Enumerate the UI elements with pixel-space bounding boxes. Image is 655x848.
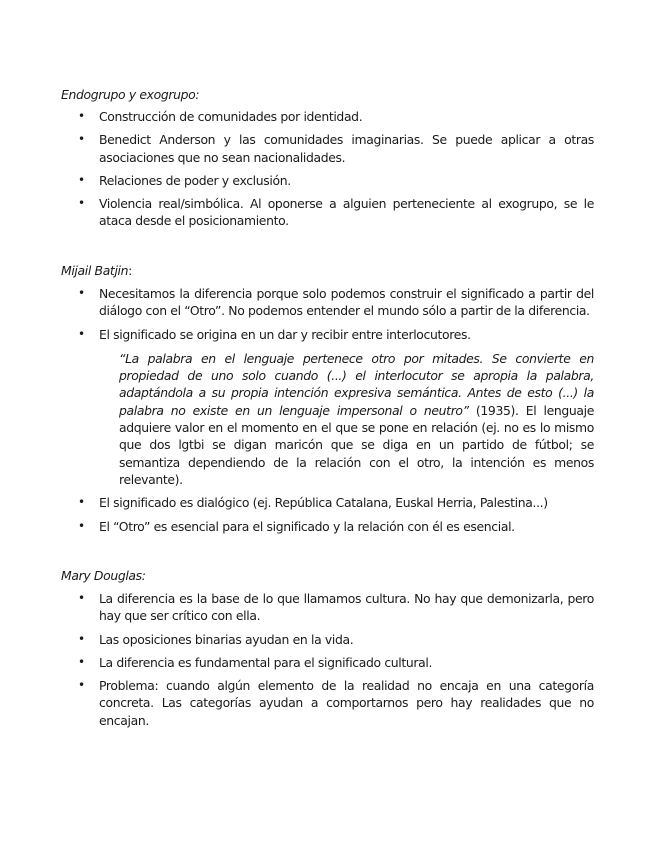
section-heading: Mijail Batjin: bbox=[61, 263, 132, 278]
section-batjin bbox=[61, 262, 594, 535]
list-item: • Necesitamos la diferencia porque solo podemos construir el significado a partir del diálogo con el “Otro”. No podemos entender el mundo sólo a partir de la diferencia. bbox=[78, 286, 594, 319]
section-endogrupo bbox=[61, 86, 594, 230]
list-item: • Construcción de comunidades por identidad. bbox=[78, 109, 363, 124]
list-item: • El “Otro” es esencial para el significado y la relación con él es esencial. bbox=[78, 518, 515, 534]
list-item: • Violencia real/simbólica. Al oponerse a alguien perteneciente al exogrupo, se le ataca desde el posicionamiento. bbox=[78, 196, 594, 229]
block-quote: “La palabra en el lenguaje pertenece otro por mitades. Se convierte en propiedad de uno solo cuando (...) el interlocutor se apropia la palabra, adaptándola a su propia intención expresiva semántica. Antes de esto (...) la palabra no existe en un lenguaje impersonal o neutro” (1935). El lenguaje adquiere valor en el momento en el que se pone en relación (ej. no es lo mismo que dos lgtbi se digan maricón que se diga en un partido de fútbol; se semantiza dependiendo de la relación con el otro, la intención es menos relevante). bbox=[119, 350, 594, 487]
bullet-icon: • bbox=[78, 654, 85, 669]
bullet-icon: • bbox=[78, 286, 85, 300]
bullet-icon: • bbox=[78, 326, 85, 341]
bullet-icon: • bbox=[78, 495, 85, 510]
list-item: • La diferencia es la base de lo que llamamos cultura. No hay que demonizarla, pero hay que ser crítico con ella. bbox=[78, 591, 594, 624]
bullet-list bbox=[61, 285, 594, 343]
bullet-icon: • bbox=[78, 631, 85, 646]
bullet-icon: • bbox=[78, 678, 85, 693]
list-item: • Las oposiciones binarias ayudan en la vida. bbox=[78, 631, 354, 647]
bullet-icon: • bbox=[78, 518, 85, 533]
list-item: • Benedict Anderson y las comunidades imaginarias. Se puede aplicar a otras asociaciones que no sean nacionalidades. bbox=[78, 132, 594, 165]
bullet-icon: • bbox=[78, 196, 85, 211]
section-heading: Mary Douglas: bbox=[61, 568, 146, 583]
bullet-list bbox=[61, 108, 594, 230]
bullet-icon: • bbox=[78, 109, 85, 123]
list-item: • Problema: cuando algún elemento de la realidad no encaja en una categoría concreta. Las categorías ayudan a comportarnos pero hay realidades que no encajan. bbox=[78, 678, 594, 728]
bullet-list bbox=[61, 494, 594, 535]
bullet-list bbox=[61, 590, 594, 729]
list-item: • Relaciones de poder y exclusión. bbox=[78, 172, 291, 188]
list-item: • El significado es dialógico (ej. República Catalana, Euskal Herria, Palestina...) bbox=[78, 495, 548, 511]
bullet-icon: • bbox=[78, 132, 85, 147]
section-douglas bbox=[61, 567, 594, 729]
section-heading: Endogrupo y exogrupo: bbox=[61, 87, 200, 102]
bullet-icon: • bbox=[78, 591, 85, 605]
list-item: • La diferencia es fundamental para el significado cultural. bbox=[78, 654, 433, 670]
bullet-icon: • bbox=[78, 172, 85, 187]
list-item: • El significado se origina en un dar y recibir entre interlocutores. bbox=[78, 326, 471, 342]
